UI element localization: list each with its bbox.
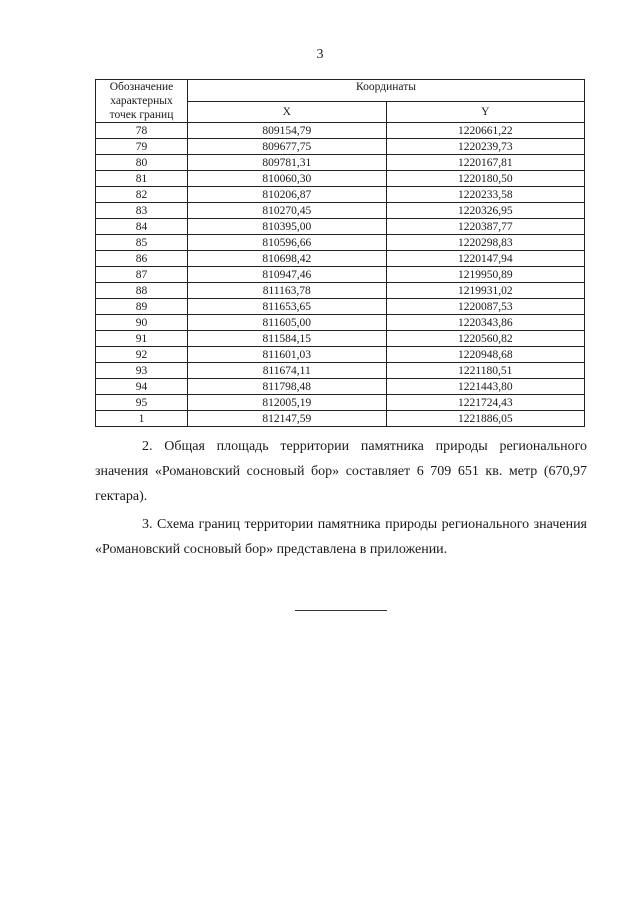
- y-cell: 1220180,50: [386, 171, 585, 187]
- y-cell: 1220343,86: [386, 315, 585, 331]
- table-row: [96, 235, 585, 251]
- paragraph-scheme: 3. Схема границ территории памятника природы регионального значения «Романовский сосновый бор» представлена в приложении.: [95, 517, 587, 557]
- table-row: [96, 203, 585, 219]
- y-cell: 1220387,77: [386, 219, 585, 235]
- header-x: X: [188, 101, 387, 123]
- table-row: [96, 331, 585, 347]
- header-coordinates: Координаты: [188, 80, 585, 102]
- closing-divider: [295, 610, 387, 611]
- x-cell: 809154,79: [188, 123, 387, 139]
- x-cell: 812147,59: [188, 411, 387, 427]
- x-cell: 811163,78: [188, 283, 387, 299]
- point-cell: 80: [96, 155, 188, 171]
- y-cell: 1220233,58: [386, 187, 585, 203]
- table-row: [96, 347, 585, 363]
- y-cell: 1221443,80: [386, 379, 585, 395]
- table-row: [96, 395, 585, 411]
- header-point-label: Обозначение характерных точек границ: [96, 80, 188, 123]
- x-cell: 811601,03: [188, 347, 387, 363]
- table-row: [96, 155, 585, 171]
- y-cell: 1220167,81: [386, 155, 585, 171]
- header-y: Y: [386, 101, 585, 123]
- table-row: [96, 379, 585, 395]
- table-row: [96, 267, 585, 283]
- point-cell: 90: [96, 315, 188, 331]
- x-cell: 811798,48: [188, 379, 387, 395]
- x-cell: 811653,65: [188, 299, 387, 315]
- table-row: [96, 299, 585, 315]
- y-cell: 1220948,68: [386, 347, 585, 363]
- point-cell: 87: [96, 267, 188, 283]
- table-row: [96, 251, 585, 267]
- table-row: [96, 123, 585, 139]
- y-cell: 1220087,53: [386, 299, 585, 315]
- y-cell: 1220298,83: [386, 235, 585, 251]
- point-cell: 79: [96, 139, 188, 155]
- paragraph-area: 2. Общая площадь территории памятника природы регионального значения «Романовский сосновый бор» составляет 6 709 651 кв. метр (670,97 гектара).: [95, 439, 587, 504]
- table-row: [96, 187, 585, 203]
- y-cell: 1219931,02: [386, 283, 585, 299]
- point-cell: 1: [96, 411, 188, 427]
- point-cell: 83: [96, 203, 188, 219]
- x-cell: 811674,11: [188, 363, 387, 379]
- x-cell: 809781,31: [188, 155, 387, 171]
- table-row: [96, 139, 585, 155]
- point-cell: 85: [96, 235, 188, 251]
- x-cell: 809677,75: [188, 139, 387, 155]
- y-cell: 1220147,94: [386, 251, 585, 267]
- table-row: [96, 283, 585, 299]
- y-cell: 1220661,22: [386, 123, 585, 139]
- y-cell: 1221886,05: [386, 411, 585, 427]
- point-cell: 95: [96, 395, 188, 411]
- y-cell: 1220326,95: [386, 203, 585, 219]
- x-cell: 810206,87: [188, 187, 387, 203]
- y-cell: 1220560,82: [386, 331, 585, 347]
- x-cell: 810060,30: [188, 171, 387, 187]
- page-number: 3: [316, 47, 324, 62]
- point-cell: 88: [96, 283, 188, 299]
- table-row: [96, 363, 585, 379]
- point-cell: 84: [96, 219, 188, 235]
- x-cell: 811605,00: [188, 315, 387, 331]
- x-cell: 810395,00: [188, 219, 387, 235]
- point-cell: 82: [96, 187, 188, 203]
- y-cell: 1221180,51: [386, 363, 585, 379]
- table-row: [96, 411, 585, 427]
- point-cell: 91: [96, 331, 188, 347]
- table-row: [96, 219, 585, 235]
- table-row: [96, 315, 585, 331]
- coordinates-table: [95, 79, 585, 427]
- x-cell: 812005,19: [188, 395, 387, 411]
- x-cell: 810947,46: [188, 267, 387, 283]
- point-cell: 94: [96, 379, 188, 395]
- x-cell: 811584,15: [188, 331, 387, 347]
- y-cell: 1219950,89: [386, 267, 585, 283]
- point-cell: 81: [96, 171, 188, 187]
- point-cell: 92: [96, 347, 188, 363]
- x-cell: 810698,42: [188, 251, 387, 267]
- coordinates-table-body: [96, 123, 585, 427]
- x-cell: 810596,66: [188, 235, 387, 251]
- y-cell: 1220239,73: [386, 139, 585, 155]
- point-cell: 93: [96, 363, 188, 379]
- table-row: [96, 171, 585, 187]
- point-cell: 78: [96, 123, 188, 139]
- point-cell: 89: [96, 299, 188, 315]
- y-cell: 1221724,43: [386, 395, 585, 411]
- point-cell: 86: [96, 251, 188, 267]
- x-cell: 810270,45: [188, 203, 387, 219]
